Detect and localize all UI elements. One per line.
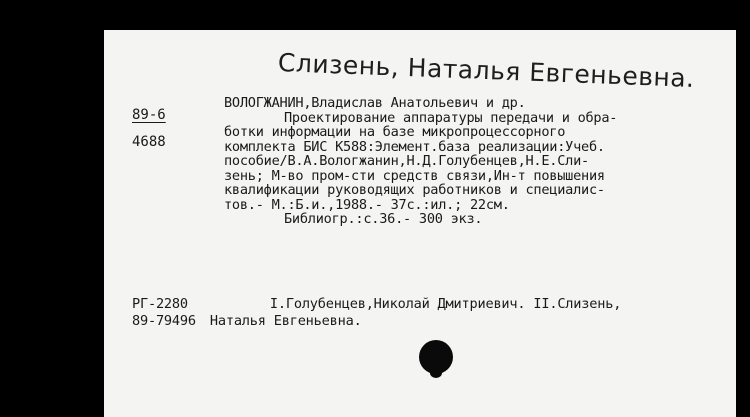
entry-line: квалификации руководящих работников и специалис- (224, 182, 605, 198)
call-number-bottom: 4688 (132, 134, 166, 150)
entry-line: пособие/В.А.Вологжанин,Н.Д.Голубенцев,Н.Е.Сли- (224, 153, 589, 169)
entry-heading: ВОЛОГЖАНИН,Владислав Анатольевич и др. (224, 95, 526, 111)
bibliographic-entry (224, 96, 617, 227)
entry-note: Библиогр.:с.36.- 300 экз. (284, 211, 483, 227)
call-number-top: 89-6 (132, 107, 166, 123)
handwritten-name: Слизень, Наталья Евгеньевна. (277, 48, 696, 93)
scan-border (736, 0, 750, 417)
entry-line: тов.- М.:Б.и.,1988.- 37с.:ил.; 22см. (224, 196, 510, 213)
entry-line: зень; М-во пром-сти средств связи,Ин-т повышения (224, 167, 605, 184)
entry-line: Проектирование аппаратуры передачи и обра- (284, 109, 618, 126)
trace-code: 89-79496 (132, 313, 196, 329)
tracing-block (132, 296, 621, 330)
trace-line: Наталья Евгеньевна. (209, 313, 362, 329)
trace-code: РГ-2280 (132, 296, 188, 312)
trace-line: I.Голубенцев,Николай Дмитриевич. II.Слизень, (269, 296, 622, 312)
catalog-card (104, 30, 736, 417)
punch-hole-notch (430, 368, 442, 378)
entry-line: комплекта БИС К588:Элемент.база реализации:Учеб. (224, 138, 605, 155)
entry-line: ботки информации на базе микропроцессорного (224, 124, 566, 140)
